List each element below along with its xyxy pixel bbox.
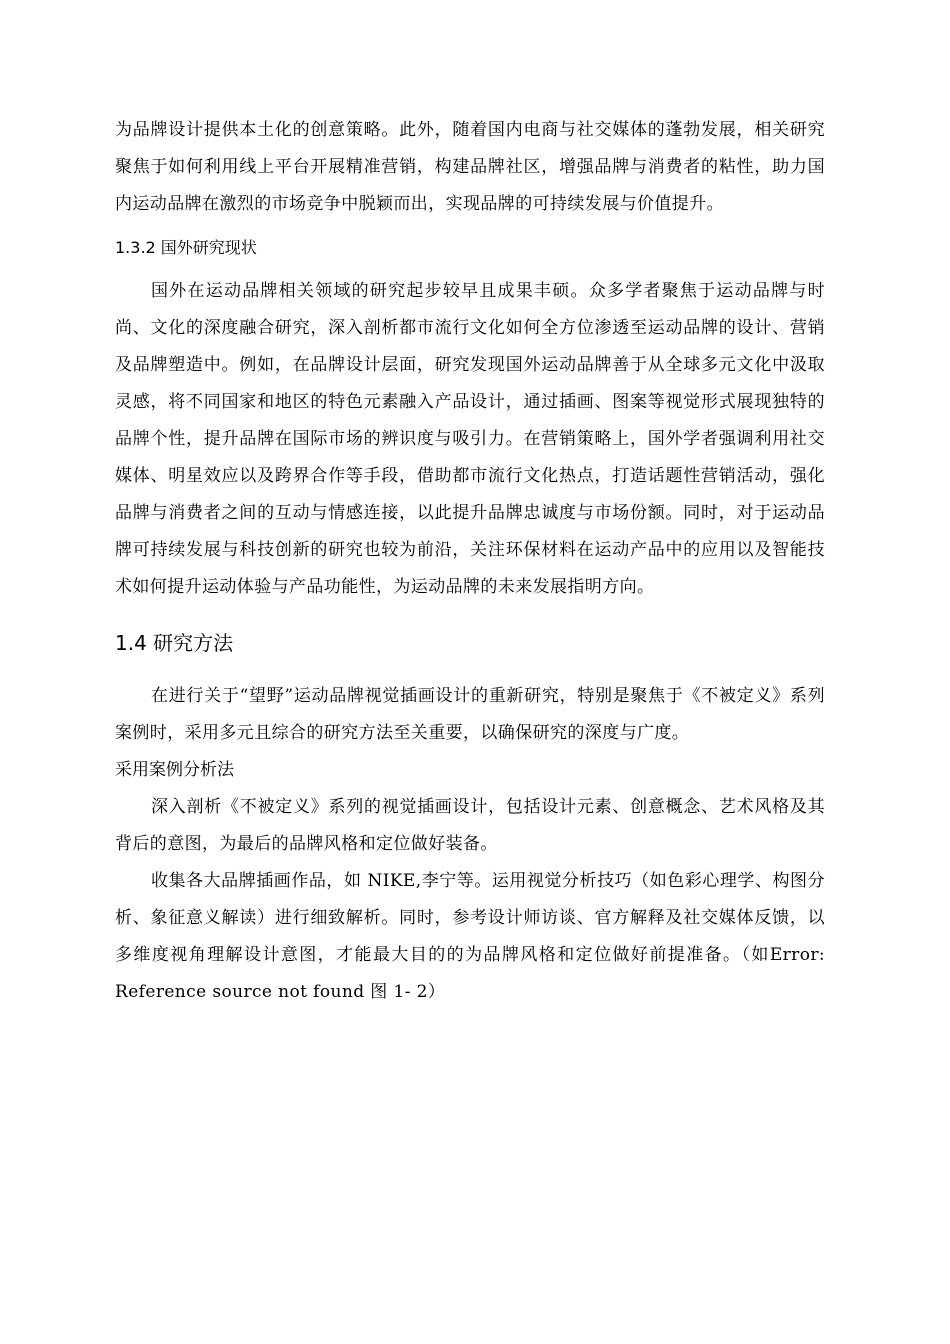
section-heading-1-3-2: 1.3.2 国外研究现状 — [115, 238, 257, 257]
section-heading-1-4: 1.4 研究方法 — [115, 631, 234, 655]
method-label: 采用案例分析法 — [115, 760, 234, 780]
intro-paragraph: 为品牌设计提供本土化的创意策略。此外，随着国内电商与社交媒体的蓬勃发展，相关研究聚焦于如何利用线上平台开展精准营销，构建品牌社区，增强品牌与消费者的粘性，助力国内运动品牌在激烈的市场竞争中脱颖而出，实现品牌的可持续发展与价值提升。 — [115, 120, 825, 214]
brand-collection-paragraph: 收集各大品牌插画作品，如 NIKE,李宁等。运用视觉分析技巧（如色彩心理学、构图分析、象征意义解读）进行细致解析。同时，参考设计师访谈、官方解释及社交媒体反馈，以多维度视角理解设计意图，才能最大目的的为品牌风格和定位做好前提准备。（如Error: Reference source not found 图 1- 2） — [115, 871, 825, 1002]
case-analysis-paragraph: 深入剖析《不被定义》系列的视觉插画设计，包括设计元素、创意概念、艺术风格及其背后的意图，为最后的品牌风格和定位做好装备。 — [115, 797, 825, 854]
method-intro-paragraph: 在进行关于“望野”运动品牌视觉插画设计的重新研究，特别是聚焦于《不被定义》系列案例时，采用多元且综合的研究方法至关重要，以确保研究的深度与广度。 — [115, 686, 825, 743]
foreign-research-paragraph: 国外在运动品牌相关领域的研究起步较早且成果丰硕。众多学者聚焦于运动品牌与时尚、文化的深度融合研究，深入剖析都市流行文化如何全方位渗透至运动品牌的设计、营销及品牌塑造中。例如，在品牌设计层面，研究发现国外运动品牌善于从全球多元文化中汲取灵感，将不同国家和地区的特色元素融入产品设计，通过插画、图案等视觉形式展现独特的品牌个性，提升品牌在国际市场的辨识度与吸引力。在营销策略上，国外学者强调利用社交媒体、明星效应以及跨界合作等手段，借助都市流行文化热点，打造话题性营销活动，强化品牌与消费者之间的互动与情感连接，以此提升品牌忠诚度与市场份额。同时，对于运动品牌可持续发展与科技创新的研究也较为前沿，关注环保材料在运动产品中的应用以及智能技术如何提升运动体验与产品功能性，为运动品牌的未来发展指明方向。 — [115, 281, 825, 597]
page-content — [115, 112, 825, 1011]
